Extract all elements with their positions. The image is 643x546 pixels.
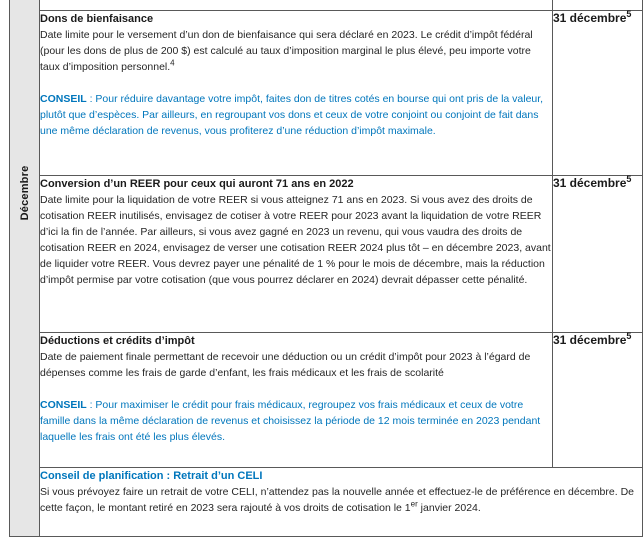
deadline-date: 31 décembre xyxy=(553,175,627,190)
planning-tip-title: Conseil de planification : Retrait d’un CELI xyxy=(40,469,263,482)
deadline-date: 31 décembre xyxy=(553,332,627,347)
deadline-cell xyxy=(553,175,643,332)
row-title: Conversion d’un REER pour ceux qui auront 71 ans en 2022 xyxy=(40,177,354,190)
planning-tip-cell xyxy=(40,467,643,536)
row-conseil xyxy=(40,91,552,139)
planning-tip-text-before: Si vous prévoyez faire un retrait de votre CELI, n’attendez pas la nouvelle année et effectuez-le de préférence en décembre. De cette façon, le montant retiré en 2023 sera rajouté à vos droits de cotisation le 1 xyxy=(40,485,634,514)
table-row xyxy=(10,332,643,467)
row-content-cell xyxy=(40,332,553,467)
deadline-cell xyxy=(553,10,643,175)
month-cell xyxy=(10,0,40,536)
footnote-ref: 5 xyxy=(626,173,632,184)
conseil-text: : Pour réduire davantage votre impôt, faites don de titres cotés en bourse qui ont pris de la valeur, plutôt que d’espèces. Par ailleurs, en regroupant vos dons et ceux de votre conjoint ou conjoint de fait dans une même déclaration de revenus, vous profiterez d’une réduction d’impôt maximale. xyxy=(40,92,544,137)
footnote-ref: 5 xyxy=(626,8,632,19)
planning-tip-body xyxy=(40,484,642,516)
table-row-cutoff xyxy=(10,0,643,10)
row-conseil xyxy=(40,397,552,445)
month-label: Décembre xyxy=(18,165,31,221)
row-title: Dons de bienfaisance xyxy=(40,12,154,25)
ordinal-suffix: er xyxy=(410,499,418,508)
row-body-text: Date de paiement finale permettant de recevoir une déduction ou un crédit d’impôt pour 2023 à l’égard de dépenses comme les frais de garde d’enfant, les frais médicaux et les frais de scolarité xyxy=(40,350,531,379)
conseil-text: : Pour maximiser le crédit pour frais médicaux, regroupez vos frais médicaux et ceux de votre famille dans la même déclaration de revenus et choisissez la période de 12 mois terminée en 2023 pendant laquelle les frais ont été les plus élevés. xyxy=(40,398,541,443)
row-body-text: Date limite pour le versement d’un don de bienfaisance qui sera déclaré en 2023. Le crédit d’impôt fédéral (pour les dons de plus de 200 $) est calculé au taux d’imposition marginal le plus élevé, peu importe votre taux d’imposition personnel. xyxy=(40,28,533,73)
row-content-cell xyxy=(40,175,553,332)
row-body xyxy=(40,192,552,288)
table-row-planning-tip xyxy=(10,467,643,536)
table-row xyxy=(10,175,643,332)
planning-tip-text-after: janvier 2024. xyxy=(417,501,481,514)
tax-calendar-table xyxy=(9,0,643,537)
conseil-label: CONSEIL xyxy=(40,92,87,105)
table-row xyxy=(10,10,643,175)
footnote-ref: 5 xyxy=(626,330,632,341)
row-body xyxy=(40,349,552,381)
row-body xyxy=(40,27,552,75)
deadline-cell xyxy=(553,332,643,467)
empty-content-cell xyxy=(40,0,553,10)
row-body-text: Date limite pour la liquidation de votre REER si vous atteignez 71 ans en 2023. Si vous avez des droits de cotisation REER inutilisés, envisagez de cotiser à votre REER pour 2023 avant la liquidation de votre REER d’ici la fin de l’année. Par ailleurs, si vous avez gagné en 2023 un revenu, qui vous vaudra des droits de cotisation REER en 2024, envisagez de verser une cotisation REER 2024 plus tôt – en décembre 2023, avant de liquider votre REER. Vous devrez payer une pénalité de 1 % pour le mois de décembre, mais la réduction d’impôt permise par votre cotisation (que vous pourrez déclarer en 2024) devrait dépasser cette pénalité. xyxy=(40,193,551,286)
conseil-label: CONSEIL xyxy=(40,398,87,411)
footnote-ref: 4 xyxy=(170,58,175,67)
row-content-cell xyxy=(40,10,553,175)
row-title: Déductions et crédits d’impôt xyxy=(40,334,195,347)
deadline-date: 31 décembre xyxy=(553,10,627,25)
